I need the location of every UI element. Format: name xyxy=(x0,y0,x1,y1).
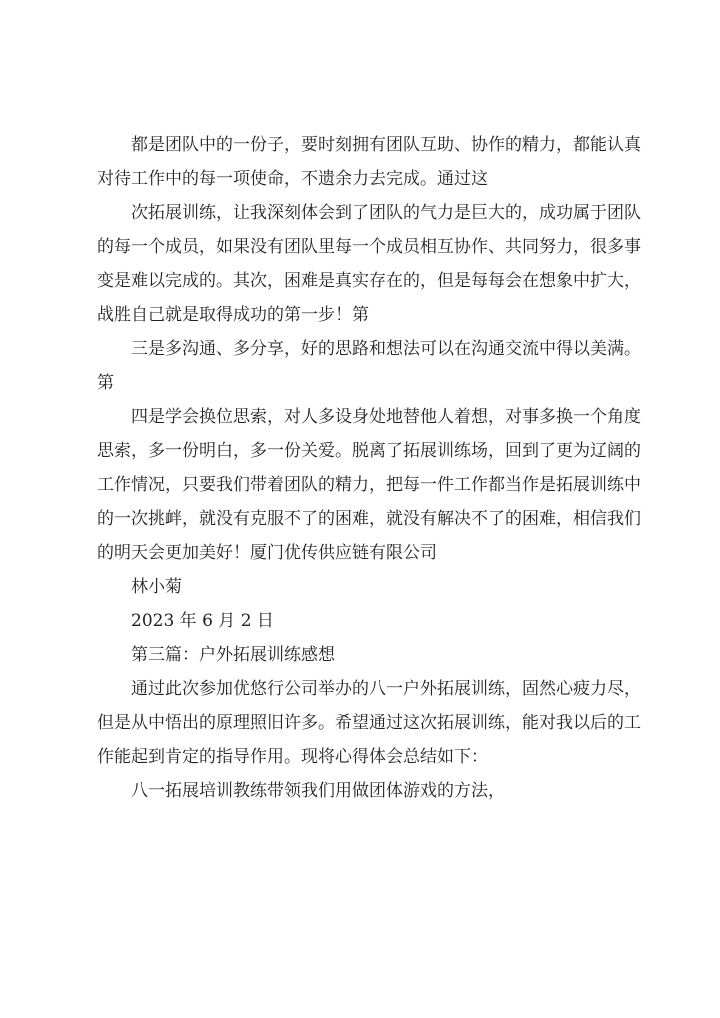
text-line: 八一拓展培训教练带领我们用做团体游戏的方法， xyxy=(131,781,505,801)
text-line: 四是学会换位思索，对人多设身处地替他人着想，对事多换一个角度 xyxy=(131,407,641,427)
document-body xyxy=(97,128,641,808)
text-line: 次拓展训练，让我深刻体会到了团队的气力是巨大的，成功属于团队 xyxy=(131,203,641,223)
signature-date: 2023 年 6 月 2 日 xyxy=(131,611,274,631)
text-line: 对待工作中的每一项使命，不遗余力去完成。通过这 xyxy=(97,169,488,189)
text-line: 的一次挑衅，就没有克服不了的困难，就没有解决不了的困难，相信我们 xyxy=(97,509,641,529)
text-line: 战胜自己就是取得成功的第一步！第 xyxy=(97,305,369,325)
section-heading: 第三篇：户外拓展训练感想 xyxy=(131,645,335,665)
text-line: 都是团队中的一份子，要时刻拥有团队互助、协作的精力，都能认真 xyxy=(131,135,641,155)
text-line: 工作情况，只要我们带着团队的精力，把每一件工作都当作是拓展训练中 xyxy=(97,475,641,495)
text-line: 通过此次参加优悠行公司举办的八一户外拓展训练，固然心疲力尽， xyxy=(131,679,641,699)
text-line: 的每一个成员，如果没有团队里每一个成员相互协作、共同努力，很多事 xyxy=(97,237,641,257)
text-line: 的明天会更加美好！厦门优传供应链有限公司 xyxy=(97,543,437,563)
text-line: 思索，多一份明白，多一份关爱。脱离了拓展训练场，回到了更为辽阔的 xyxy=(97,441,641,461)
text-line: 变是难以完成的。其次，困难是真实存在的，但是每每会在想象中扩大， xyxy=(97,271,641,291)
text-line: 但是从中悟出的原理照旧许多。希望通过这次拓展训练，能对我以后的工 xyxy=(97,713,641,733)
text-line: 三是多沟通、多分享，好的思路和想法可以在沟通交流中得以美满。 xyxy=(131,339,641,359)
text-line: 第 xyxy=(97,373,114,393)
text-line: 作能起到肯定的指导作用。现将心得体会总结如下： xyxy=(97,747,488,767)
signature-name: 林小菊 xyxy=(131,577,182,597)
